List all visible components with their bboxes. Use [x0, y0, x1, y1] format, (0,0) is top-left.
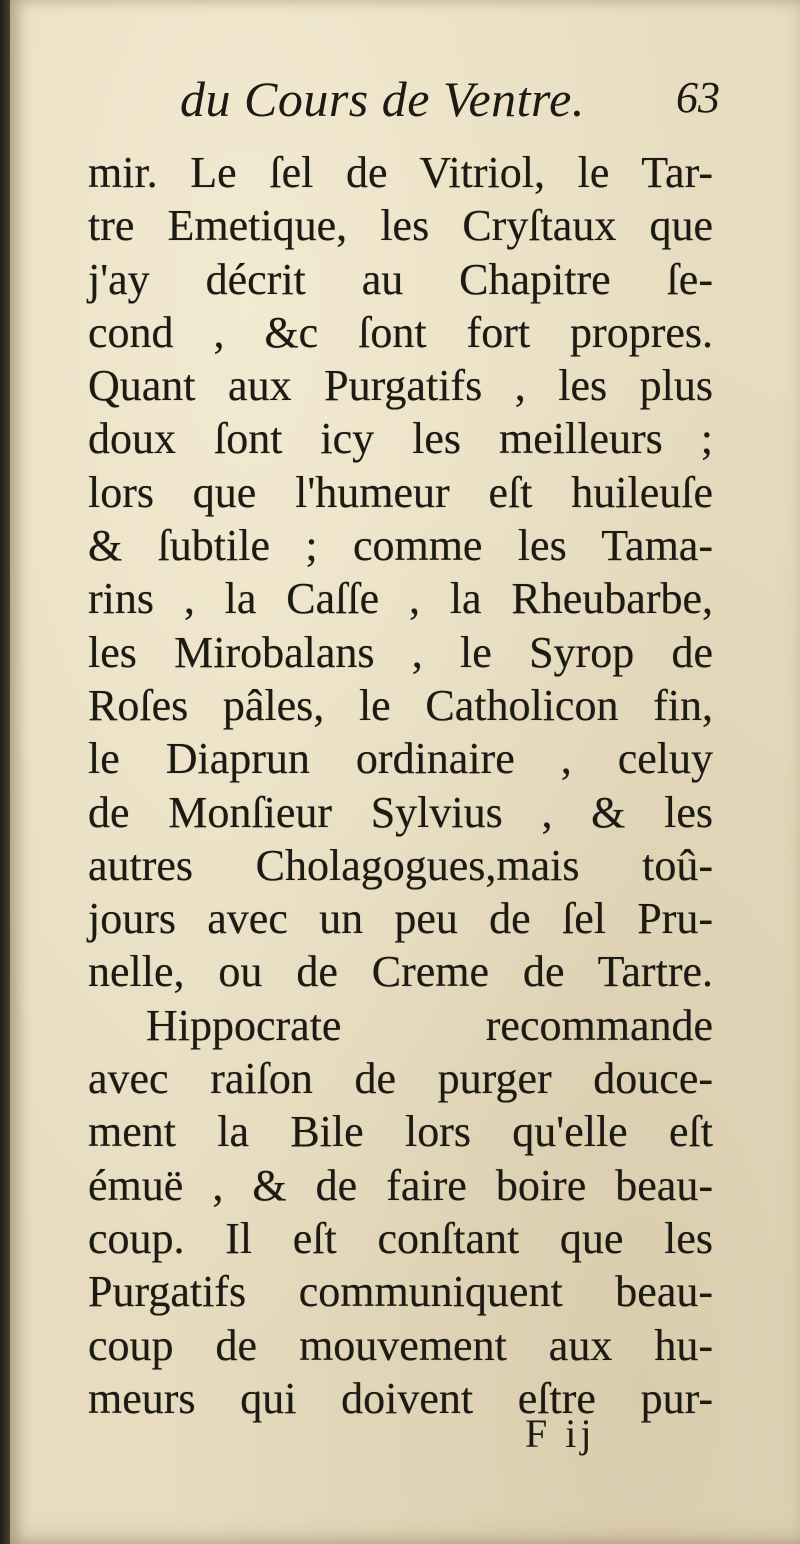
- page-header: [180, 70, 720, 140]
- text-line: lors que l'humeur eſt huileuſe: [88, 467, 713, 517]
- text-line: doux ſont icy les meilleurs ;: [88, 414, 713, 464]
- text-line: de Monſieur Sylvius , & les: [88, 787, 713, 837]
- text-line: jours avec un peu de ſel Pru-: [88, 894, 713, 944]
- book-page: [10, 0, 800, 1544]
- text-line: tre Emetique, les Cryſtaux que: [88, 201, 713, 251]
- page-number: 63: [676, 73, 720, 122]
- book-gutter: [0, 0, 10, 1544]
- text-line: j'ay décrit au Chapitre ſe-: [88, 254, 713, 304]
- text-line: nelle, ou de Creme de Tartre.: [88, 947, 713, 997]
- text-line: meurs qui doivent eſtre pur-: [88, 1373, 713, 1423]
- text-line: émuë , & de faire boire beau-: [88, 1160, 713, 1210]
- text-line: coup de mouvement aux hu-: [88, 1320, 713, 1370]
- text-line: rins , la Caſſe , la Rheubarbe,: [88, 574, 713, 624]
- text-line: Hippocrate recommande: [146, 1000, 713, 1050]
- signature-mark: F ij: [525, 1411, 596, 1456]
- text-line: mir. Le ſel de Vitriol, le Tar-: [88, 148, 713, 197]
- text-line: autres Cholagogues,mais toû-: [88, 840, 713, 890]
- text-line: coup. Il eſt conſtant que les: [88, 1213, 713, 1263]
- text-line: le Diaprun ordinaire , celuy: [88, 734, 713, 784]
- text-line: les Mirobalans , le Syrop de: [88, 627, 713, 677]
- text-line: Roſes pâles, le Catholicon fin,: [88, 680, 713, 730]
- text-line: avec raiſon de purger douce-: [88, 1054, 713, 1104]
- text-line: ment la Bile lors qu'elle eſt: [88, 1107, 713, 1157]
- text-line: Purgatifs communiquent beau-: [88, 1267, 713, 1317]
- text-line: Quant aux Purgatifs , les plus: [88, 361, 713, 411]
- text-line: & ſubtile ; comme les Tama-: [88, 521, 713, 571]
- running-title: du Cours de Ventre.: [180, 71, 585, 127]
- text-line: cond , &c ſont fort propres.: [88, 307, 713, 357]
- body-text: [88, 146, 713, 1425]
